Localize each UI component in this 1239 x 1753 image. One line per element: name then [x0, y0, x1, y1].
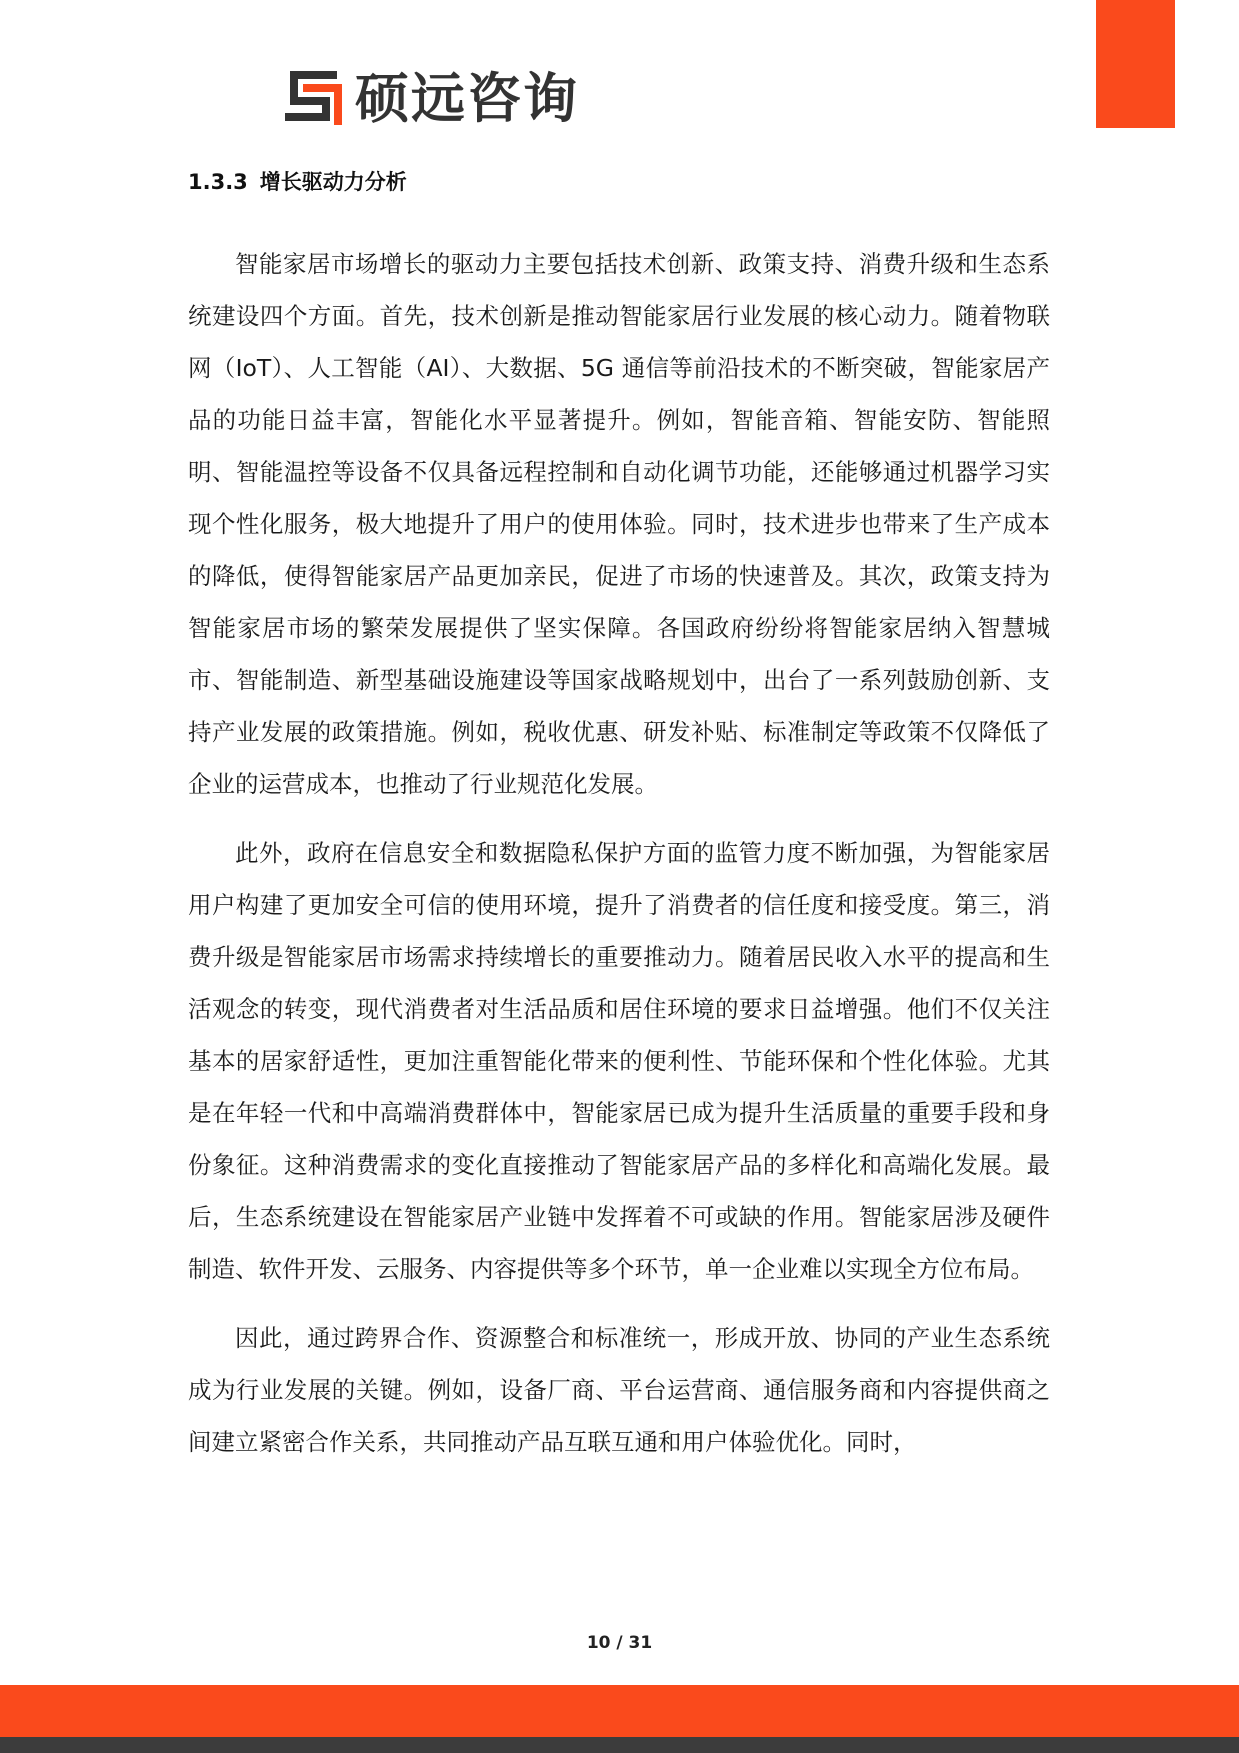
brand-logo-icon [285, 70, 343, 128]
page-number: 10 / 31 [586, 1633, 653, 1653]
corner-accent-tab [1096, 0, 1175, 128]
brand-logo [285, 67, 579, 130]
body-content [188, 238, 1050, 1485]
body-paragraph: 此外，政府在信息安全和数据隐私保护方面的监管力度不断加强，为智能家居用户构建了更加安全可信的使用环境，提升了消费者的信任度和接受度。第三，消费升级是智能家居市场需求持续增长的重要推动力。随着居民收入水平的提高和生活观念的转变，现代消费者对生活品质和居住环境的要求日益增强。他们不仅关注基本的居家舒适性，更加注重智能化带来的便利性、节能环保和个性化体验。尤其是在年轻一代和中高端消费群体中，智能家居已成为提升生活质量的重要手段和身份象征。这种消费需求的变化直接推动了智能家居产品的多样化和高端化发展。最后，生态系统建设在智能家居产业链中发挥着不可或缺的作用。智能家居涉及硬件制造、软件开发、云服务、内容提供等多个环节，单一企业难以实现全方位布局。 [188, 839, 1050, 1283]
section-number: 1.3.3 [188, 170, 248, 194]
brand-name: 硕远咨询 [355, 67, 579, 130]
body-paragraph: 因此，通过跨界合作、资源整合和标准统一，形成开放、协同的产业生态系统成为行业发展的关键。例如，设备厂商、平台运营商、通信服务商和内容提供商之间建立紧密合作关系，共同推动产品互联互通和用户体验优化。同时， [188, 1324, 1050, 1456]
footer-dark-strip [0, 1737, 1239, 1753]
body-paragraph: 智能家居市场增长的驱动力主要包括技术创新、政策支持、消费升级和生态系统建设四个方面。首先，技术创新是推动智能家居行业发展的核心动力。随着物联网（IoT）、人工智能（AI）、大数据、5G 通信等前沿技术的不断突破，智能家居产品的功能日益丰富，智能化水平显著提升。例如，智能音箱、智能安防、智能照明、智能温控等设备不仅具备远程控制和自动化调节功能，还能够通过机器学习实现个性化服务，极大地提升了用户的使用体验。同时，技术进步也带来了生产成本的降低，使得智能家居产品更加亲民，促进了市场的快速普及。其次，政策支持为智能家居市场的繁荣发展提供了坚实保障。各国政府纷纷将智能家居纳入智慧城市、智能制造、新型基础设施建设等国家战略规划中，出台了一系列鼓励创新、支持产业发展的政策措施。例如，税收优惠、研发补贴、标准制定等政策不仅降低了企业的运营成本，也推动了行业规范化发展。 [188, 250, 1050, 798]
section-title-text: 增长驱动力分析 [259, 170, 407, 194]
section-heading [188, 168, 407, 196]
footer-accent-bar [0, 1685, 1239, 1737]
